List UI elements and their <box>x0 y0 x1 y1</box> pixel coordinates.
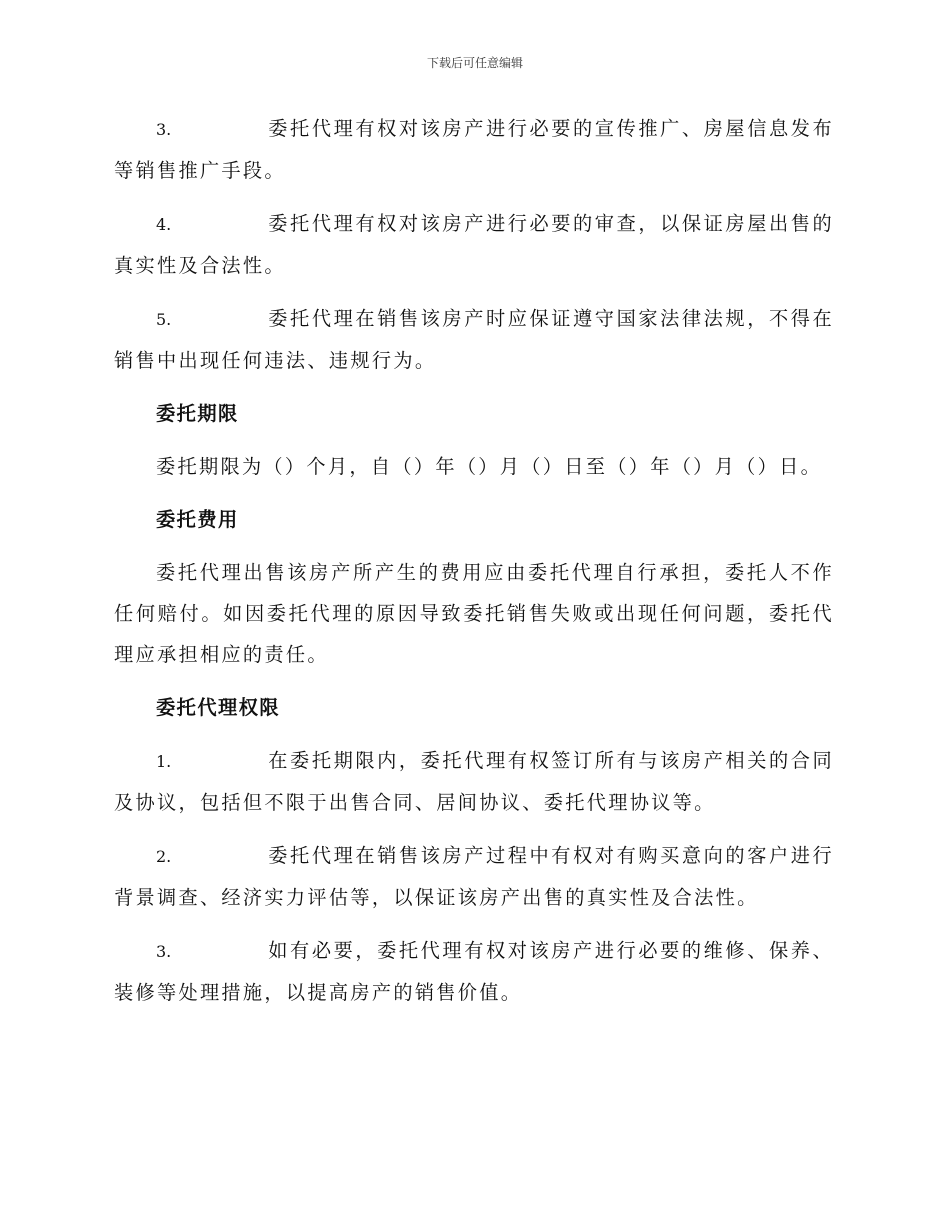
numbered-clause <box>114 298 834 381</box>
document-body <box>114 108 834 1025</box>
numbered-clause <box>114 740 834 823</box>
fees-paragraph: 委托代理出售该房产所产生的费用应由委托代理自行承担，委托人不作任何赔付。如因委托代理的原因导致委托销售失败或出现任何问题，委托代理应承担相应的责任。 <box>114 561 834 666</box>
clause-text: 委托代理有权对该房产进行必要的审查，以保证房屋出售的真实性及合法性。 <box>114 212 834 277</box>
page-header: 下载后可任意编辑 <box>426 56 523 70</box>
clause-text: 委托代理在销售该房产过程中有权对有购买意向的客户进行背景调查、经济实力评估等，以保证该房产出售的真实性及合法性。 <box>114 844 834 909</box>
clause-text: 如有必要，委托代理有权对该房产进行必要的维修、保养、装修等处理措施，以提高房产的销售价值。 <box>114 939 834 1004</box>
clause-number: 2. <box>156 847 172 866</box>
clause-text: 在委托期限内，委托代理有权签订所有与该房产相关的合同及协议，包括但不限于出售合同、居间协议、委托代理协议等。 <box>114 749 834 814</box>
clause-number: 3. <box>156 942 172 961</box>
clause-text: 委托代理在销售该房产时应保证遵守国家法律法规，不得在销售中出现任何违法、违规行为。 <box>114 307 834 372</box>
clause-text: 委托代理有权对该房产进行必要的宣传推广、房屋信息发布等销售推广手段。 <box>114 117 834 182</box>
section-heading-term: 委托期限 <box>156 402 239 425</box>
numbered-clause <box>114 930 834 1013</box>
numbered-clause <box>114 835 834 918</box>
clause-number: 5. <box>156 310 172 329</box>
clause-number: 1. <box>156 752 172 771</box>
section-heading-fees: 委托费用 <box>156 508 239 531</box>
clause-number: 3. <box>156 120 172 139</box>
numbered-clause <box>114 108 834 191</box>
section-heading-authority: 委托代理权限 <box>156 696 281 719</box>
clause-number: 4. <box>156 215 172 234</box>
numbered-clause <box>114 203 834 286</box>
term-paragraph: 委托期限为（）个月，自（）年（）月（）日至（）年（）月（）日。 <box>156 455 823 478</box>
